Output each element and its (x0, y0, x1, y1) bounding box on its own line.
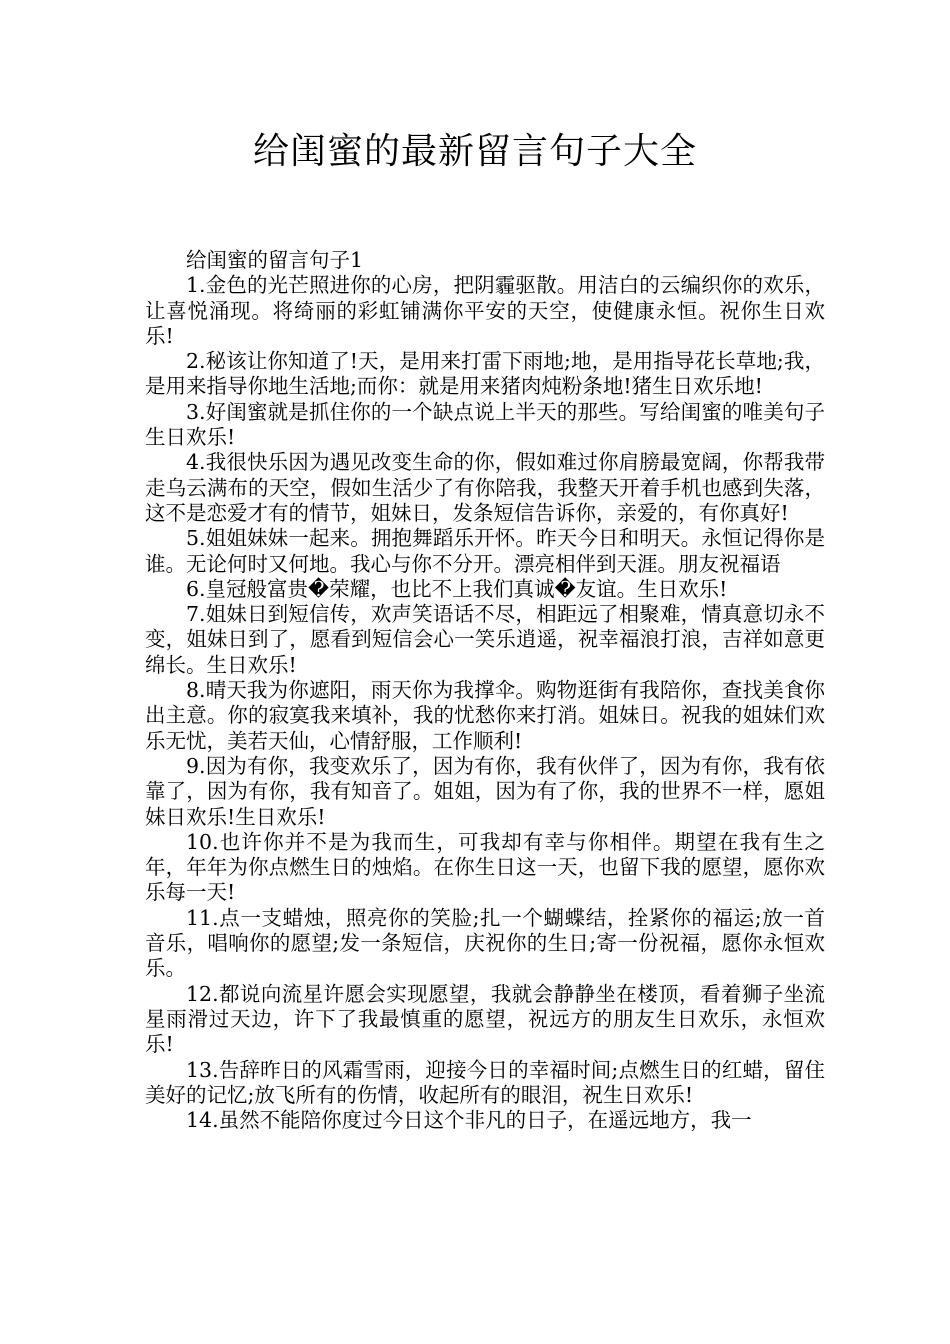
paragraph-10: 10.也许你并不是为我而生，可我却有幸与你相伴。期望在我有生之年，年年为你点燃生日的烛焰。在你生日这一天，也留下我的愿望，愿你欢乐每一天! (145, 829, 825, 905)
paragraph-13: 13.告辞昨日的风霜雪雨，迎接今日的幸福时间;点燃生日的红蜡，留住美好的记忆;放飞所有的伤情，收起所有的眼泪，祝生日欢乐! (145, 1057, 825, 1107)
paragraph-4: 4.我很快乐因为遇见改变生命的你，假如难过你肩膀最宽阔，你帮我带走乌云满布的天空，假如生活少了有你陪我，我整天开着手机也感到失落，这不是恋爱才有的情节，姐妹日，发条短信告诉你，亲爱的，有你真好! (145, 450, 825, 525)
paragraph-2: 2.秘该让你知道了!天，是用来打雷下雨地;地，是用指导花长草地;我，是用来指导你地生活地;而你：就是用来猪肉炖粉条地!猪生日欢乐地! (145, 349, 825, 399)
paragraph-11: 11.点一支蜡烛，照亮你的笑脸;扎一个蝴蝶结，拴紧你的福运;放一首音乐，唱响你的愿望;发一条短信，庆祝你的生日;寄一份祝福，愿你永恒欢乐。 (145, 905, 825, 981)
section-heading: 给闺蜜的留言句子1 (186, 248, 364, 272)
document-body (145, 248, 825, 1133)
paragraph-3: 3.好闺蜜就是抓住你的一个缺点说上半天的那些。写给闺蜜的唯美句子生日欢乐! (145, 399, 825, 450)
paragraph-8: 8.晴天我为你遮阳，雨天你为我撑伞。购物逛街有我陪你，查找美食你出主意。你的寂寞我来填补，我的忧愁你来打消。姐妹日。祝我的姐妹们欢乐无忧，美若天仙，心情舒服，工作顺利! (145, 678, 825, 753)
paragraph-6: 6.皇冠般富贵�荣耀，也比不上我们真诚�友谊。生日欢乐! (186, 576, 728, 601)
document-title: 给闺蜜的最新留言句子大全 (252, 131, 697, 172)
paragraph-12: 12.都说向流星许愿会实现愿望，我就会静静坐在楼顶，看着狮子坐流星雨滑过天边，许下了我最慎重的愿望，祝远方的朋友生日欢乐，永恒欢乐! (145, 981, 825, 1057)
paragraph-1: 1.金色的光芒照进你的心房，把阴霾驱散。用洁白的云编织你的欢乐，让喜悦涌现。将绮丽的彩虹铺满你平安的天空，使健康永恒。祝你生日欢乐! (145, 273, 825, 348)
paragraph-7: 7.姐妹日到短信传，欢声笑语话不尽，相距远了相聚难，情真意切永不变，姐妹日到了，愿看到短信会心一笑乐逍遥，祝幸福浪打浪，吉祥如意更绵长。生日欢乐! (145, 602, 825, 677)
paragraph-14: 14.虽然不能陪你度过今日这个非凡的日子，在遥远地方，我一 (186, 1108, 752, 1133)
paragraph-5: 5.姐姐妹妹一起来。拥抱舞蹈乐开怀。昨天今日和明天。永恒记得你是谁。无论何时又何地。我心与你不分开。漂亮相伴到天涯。朋友祝福语 (145, 526, 825, 576)
paragraph-9: 9.因为有你，我变欢乐了，因为有你，我有伙伴了，因为有你，我有依靠了，因为有你，我有知音了。姐姐，因为有了你，我的世界不一样，愿姐妹日欢乐!生日欢乐! (145, 753, 825, 829)
